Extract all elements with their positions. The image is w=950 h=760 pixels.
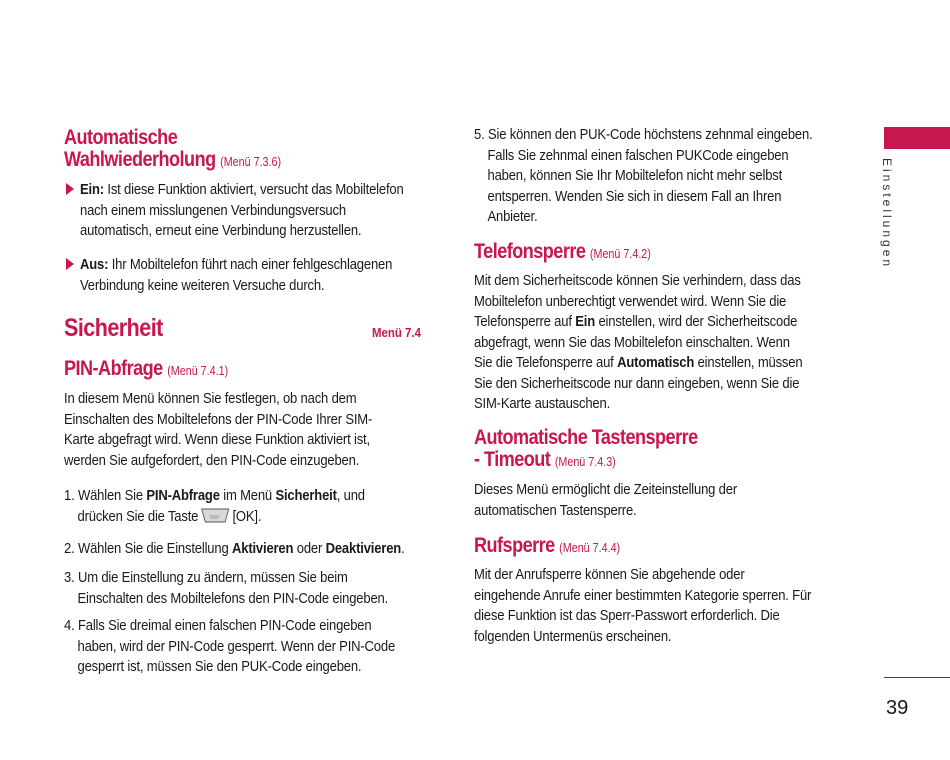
- heading-text: Telefonsperre: [474, 240, 586, 263]
- ein-text-3: automatisch, erneut eine Verbindung herzustellen.: [80, 223, 362, 239]
- chapter-label-text: Einstellungen: [880, 158, 894, 270]
- ein-text-2: nach einem misslungenen Verbindungsversuch: [80, 202, 346, 219]
- text-line: werden Sie aufgefordert, den PIN-Code einzugeben.: [64, 452, 360, 469]
- menu-reference: (Menü 7.4.4): [559, 541, 621, 555]
- text-part: 1. Wählen Sie: [64, 488, 147, 504]
- paragraph-tastensperre: [474, 480, 848, 521]
- text-part: Sie die Telefonsperre auf: [474, 355, 618, 371]
- aus-text: Ihr Mobiltelefon führt nach einer fehlgeschlagenen: [108, 257, 393, 273]
- bold-term: Automatisch: [617, 355, 695, 371]
- text-line: Karte abgefragt wird. Wenn diese Funktion aktiviert ist,: [64, 432, 370, 448]
- text-line: Einschalten des Mobiltelefons den PIN-Code eingeben.: [77, 590, 389, 607]
- text-line: haben, können Sie Ihr Mobiltelefon nicht mehr selbst: [487, 168, 783, 184]
- menu-reference: (Menü 7.4.2): [589, 247, 651, 261]
- ein-label: Ein:: [80, 182, 104, 198]
- heading-automatische-wahlwiederholung-2: [64, 149, 281, 173]
- heading-sicherheit: Sicherheit: [64, 314, 163, 342]
- chapter-tab-bar: [884, 127, 950, 149]
- heading-line-1: Automatische: [64, 126, 178, 149]
- heading-line-1: Automatische Tastensperre: [474, 426, 698, 449]
- heading-text: Rufsperre: [474, 534, 555, 557]
- paragraph-pin-intro: [64, 389, 438, 471]
- paragraph-aus: [80, 255, 454, 296]
- text-part: 2. Wählen Sie die Einstellung: [64, 541, 232, 557]
- text-line: Anbieter.: [487, 209, 538, 225]
- text-part: im Menü: [219, 488, 276, 504]
- text-part: drücken Sie die Taste: [77, 508, 199, 525]
- bold-term: PIN-Abfrage: [146, 488, 220, 504]
- text-line: Mobiltelefon unberechtigt verwendet wird. Wenn Sie die: [474, 293, 787, 310]
- heading-tastensperre: [474, 427, 698, 449]
- heading-line-2: Wahlwiederholung: [64, 148, 216, 171]
- aus-text-2: Verbindung keine weiteren Versuche durch.: [80, 277, 325, 294]
- text-line: gesperrt ist, müssen Sie den PUK-Code eingeben.: [77, 659, 362, 675]
- heading-telefonsperre: [474, 241, 651, 265]
- text-line: In diesem Menü können Sie festlegen, ob nach dem: [64, 391, 357, 407]
- step-4: [64, 616, 438, 678]
- sicherheit-menu-reference: Menü 7.4: [372, 325, 421, 340]
- text-line: eingehende Anrufe einer bestimmten Kategorie sperren. Für: [474, 587, 812, 604]
- text-line: abgefragt, wenn Sie das Mobiltelefon einschalten. Wenn: [474, 334, 790, 351]
- bold-term: Aktivieren: [231, 541, 294, 557]
- text-line: entsperren. Wenden Sie sich in diesem Fall an Ihren: [487, 188, 782, 205]
- text-part: [OK].: [232, 508, 262, 525]
- text-line: 5. Sie können den PUK-Code höchstens zehnmal eingeben.: [474, 127, 813, 143]
- bold-term: Deaktivieren: [325, 541, 402, 557]
- heading-tastensperre-2: [474, 449, 616, 473]
- text-line: diese Funktion ist das Sperr-Passwort erforderlich. Die: [474, 608, 780, 624]
- text-line: Sie den Sicherheitscode nur dann eingeben, wenn Sie die: [474, 375, 800, 392]
- heading-rufsperre: [474, 535, 620, 559]
- text-part: Telefonsperre auf: [474, 314, 576, 330]
- text-line: folgenden Untermenüs erscheinen.: [474, 628, 672, 645]
- text-part: einstellen, wird der Sicherheitscode: [595, 314, 798, 330]
- text-line: haben, wird der PIN-Code gesperrt. Wenn der PIN-Code: [77, 638, 396, 655]
- text-part: , und: [336, 488, 365, 504]
- heading-line-2: - Timeout: [474, 448, 551, 471]
- text-part: .: [401, 541, 405, 557]
- step-5: [474, 125, 848, 228]
- step-3: [64, 568, 438, 609]
- text-part: einstellen, müssen: [694, 355, 803, 371]
- aus-label: Aus:: [80, 257, 109, 273]
- text-part: oder: [293, 541, 326, 557]
- bullet-arrow-icon: [66, 183, 74, 195]
- page-number-rule: [884, 677, 950, 678]
- heading-pin-text: PIN-Abfrage: [64, 357, 163, 380]
- text-line: Mit der Anrufsperre können Sie abgehende oder: [474, 567, 745, 583]
- ok-key-icon: [201, 507, 230, 524]
- text-line: 3. Um die Einstellung zu ändern, müssen Sie beim: [64, 570, 348, 586]
- paragraph-telefonsperre: [474, 271, 848, 415]
- text-line: Mit dem Sicherheitscode können Sie verhindern, dass das: [474, 273, 801, 289]
- heading-pin-abfrage: [64, 358, 228, 382]
- chapter-label: [880, 158, 900, 270]
- text-line: 4. Falls Sie dreimal einen falschen PIN-Code eingeben: [64, 618, 372, 634]
- menu-reference: (Menü 7.3.6): [220, 155, 282, 169]
- menu-reference: (Menü 7.4.3): [554, 455, 616, 469]
- text-line: Falls Sie zehnmal einen falschen PUKCode eingeben: [487, 147, 789, 164]
- text-line: automatischen Tastensperre.: [474, 502, 637, 519]
- heading-automatische-wahlwiederholung: [64, 127, 177, 149]
- text-line: Einschalten des Mobiltelefons der PIN-Code Ihrer SIM-: [64, 411, 373, 428]
- ein-text: Ist diese Funktion aktiviert, versucht das Mobiltelefon: [103, 182, 404, 198]
- bullet-arrow-icon: [66, 258, 74, 270]
- paragraph-rufsperre: [474, 565, 848, 647]
- step-1: [64, 486, 438, 527]
- text-line: Dieses Menü ermöglicht die Zeiteinstellung der: [474, 482, 738, 498]
- text-line: SIM-Karte austauschen.: [474, 396, 611, 412]
- bold-term: Ein: [575, 314, 596, 330]
- menu-reference: (Menü 7.4.1): [167, 364, 229, 378]
- paragraph-ein: [80, 180, 454, 242]
- bold-term: Sicherheit: [275, 488, 337, 504]
- page-number: 39: [886, 697, 909, 719]
- step-2: [64, 539, 438, 560]
